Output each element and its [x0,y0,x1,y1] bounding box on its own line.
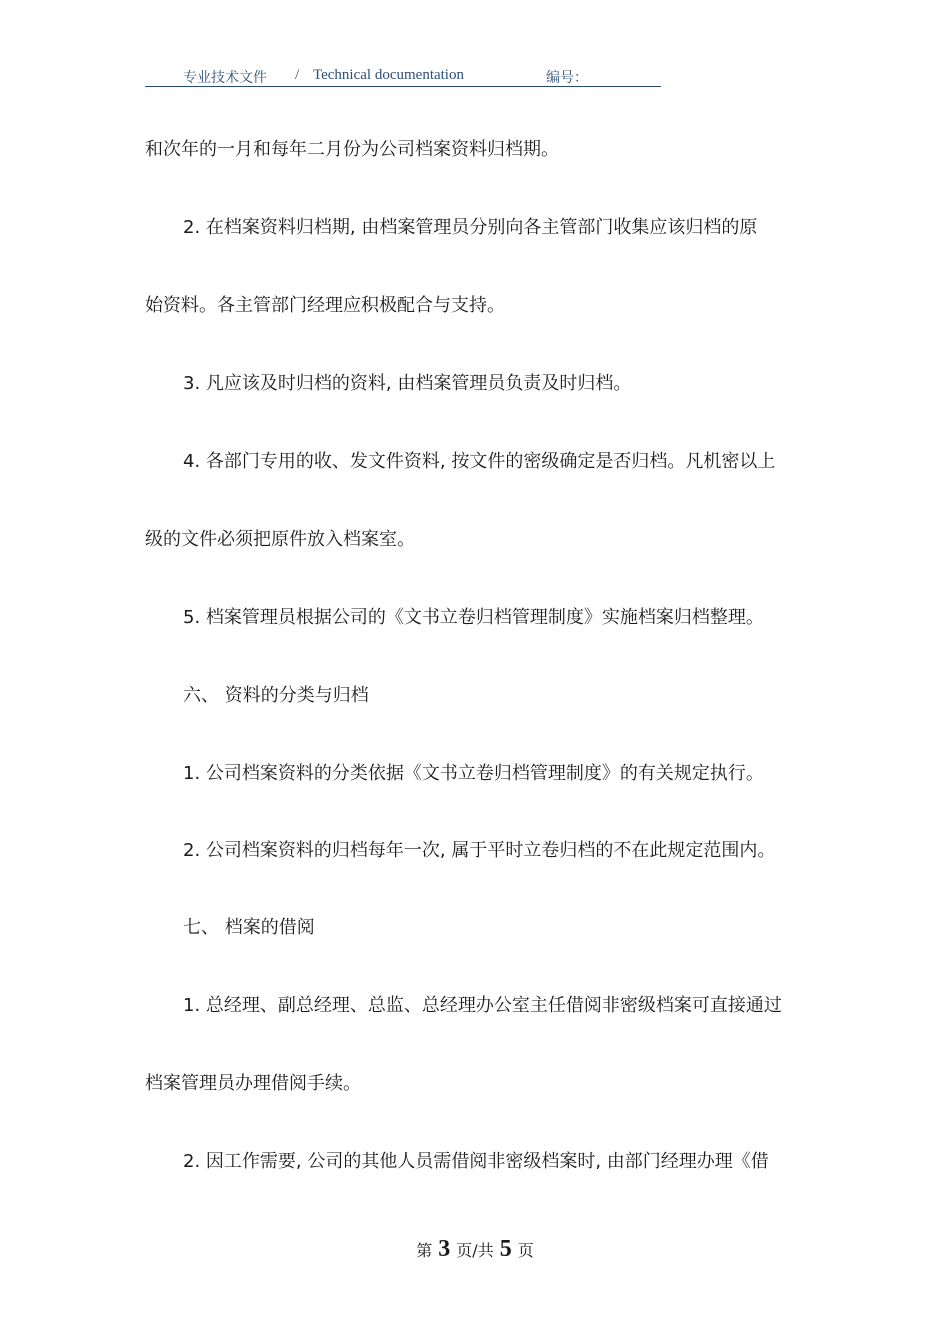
paragraph-line: 5. 档案管理员根据公司的《文书立卷归档管理制度》实施档案归档整理。 [183,607,764,628]
section-heading: 六、 资料的分类与归档 [183,685,369,706]
paragraph-line: 级的文件必须把原件放入档案室。 [145,529,415,550]
current-page-number: 3 [438,1236,451,1262]
paragraph-line: 始资料。各主管部门经理应积极配合与支持。 [145,295,505,316]
paragraph-line: 1. 总经理、副总经理、总监、总经理办公室主任借阅非密级档案可直接通过 [183,995,782,1016]
paragraph-line: 4. 各部门专用的收、发文件资料, 按文件的密级确定是否归档。凡机密以上 [183,451,776,472]
total-pages-number: 5 [499,1236,512,1262]
footer-prefix: 第 [416,1241,433,1260]
page-footer [0,1236,950,1263]
header-title-cn: 专业技术文件 [183,70,267,86]
paragraph-line: 3. 凡应该及时归档的资料, 由档案管理员负责及时归档。 [183,373,632,394]
header-title-en: Technical documentation [313,67,464,83]
paragraph-line: 2. 在档案资料归档期, 由档案管理员分别向各主管部门收集应该归档的原 [183,217,758,238]
paragraph-line: 1. 公司档案资料的分类依据《文书立卷归档管理制度》的有关规定执行。 [183,763,764,784]
paragraph-line: 2. 公司档案资料的归档每年一次, 属于平时立卷归档的不在此规定范围内。 [183,840,776,861]
header-number-label: 编号： [546,70,588,86]
header-separator: / [295,67,300,83]
section-heading: 七、 档案的借阅 [183,917,315,938]
footer-middle: 页/共 [456,1241,494,1260]
paragraph-line: 和次年的一月和每年二月份为公司档案资料归档期。 [145,139,559,160]
paragraph-line: 档案管理员办理借阅手续。 [145,1073,361,1094]
footer-suffix: 页 [517,1241,534,1260]
page-header [145,66,661,87]
paragraph-line: 2. 因工作需要, 公司的其他人员需借阅非密级档案时, 由部门经理办理《借 [183,1151,769,1172]
